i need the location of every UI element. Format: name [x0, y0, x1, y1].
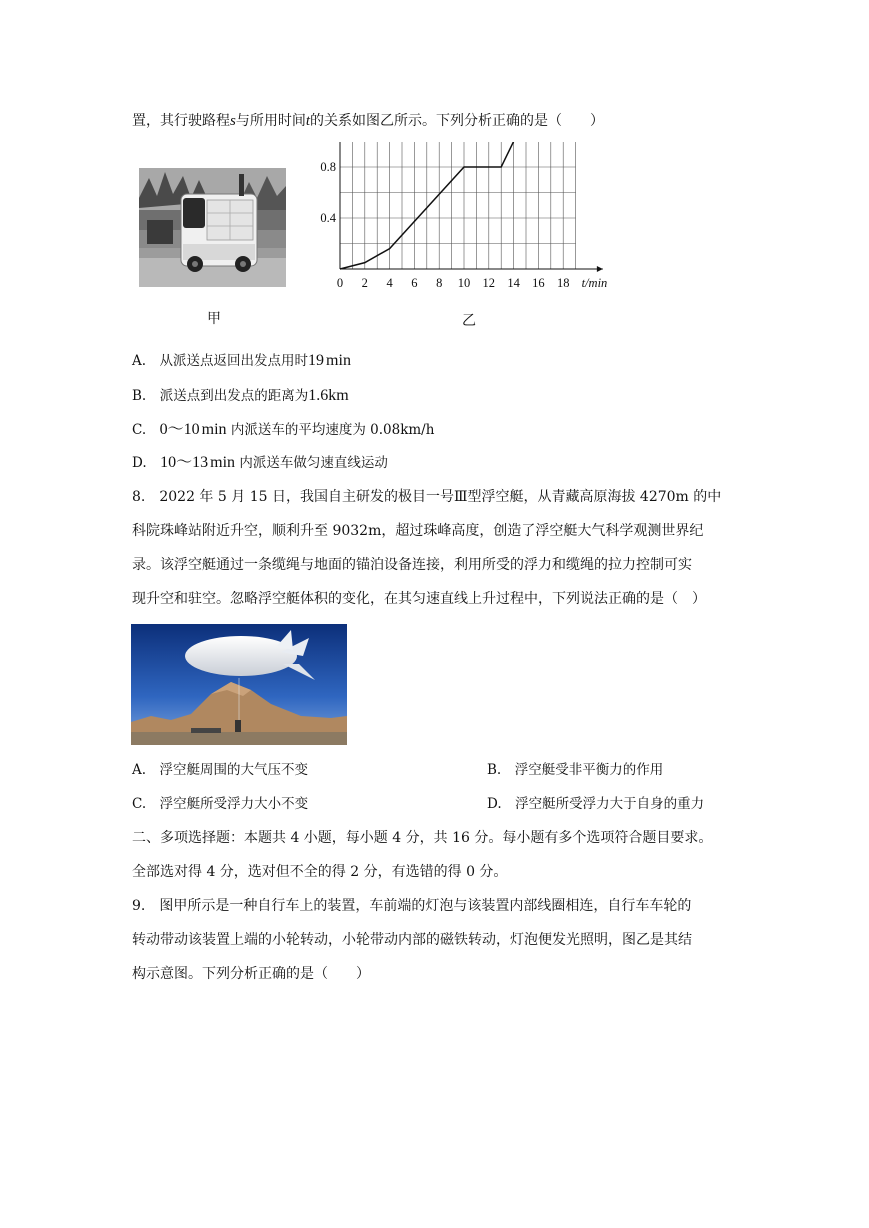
- delivery-vehicle-photo: [139, 168, 286, 287]
- q8-line-2: 科院珠峰站附近升空，顺利升至 9032m，超过珠峰高度，创造了浮空艇大气科学观测世界纪: [132, 523, 704, 539]
- x-tick-label: 14: [507, 276, 520, 290]
- q7-option-c-value: 0～10: [159, 421, 200, 438]
- q7-stem-c: 的关系如图乙所示。下列分析正确的是（ ）: [310, 113, 605, 129]
- q7-stem-b: 与所用时间: [235, 113, 306, 129]
- x-tick-label: 8: [436, 276, 443, 290]
- section-2-heading: 二、多项选择题：本题共 4 小题，每小题 4 分，共 16 分。每小题有多个选项符合题目要求。: [132, 830, 713, 846]
- x-tick-label: 10: [457, 276, 471, 290]
- x-tick-label: 12: [482, 276, 496, 290]
- section-2-scoring: 全部选对得 4 分，选对但不全的得 2 分，有选错的得 0 分。: [132, 864, 508, 880]
- q7-option-b[interactable]: [132, 386, 349, 406]
- x-axis-arrow: [597, 266, 603, 272]
- airship-image: [131, 624, 347, 745]
- x-tick-label: 6: [411, 276, 418, 290]
- q9-line-2: 转动带动该装置上端的小轮转动，小轮带动内部的磁铁转动，灯泡便发光照明，图乙是其结: [132, 932, 692, 948]
- airship-photo: [131, 624, 347, 745]
- q7-option-a[interactable]: [132, 351, 351, 371]
- q7-option-c-unit: min: [201, 421, 227, 438]
- y-tick-label: 0.4: [320, 211, 336, 225]
- x-axis-label: t/min: [581, 276, 608, 290]
- x-tick-label: 2: [361, 276, 368, 290]
- x-tick-label: 16: [532, 276, 545, 290]
- figure-label-jia: 甲: [207, 311, 221, 327]
- q7-option-c[interactable]: [132, 420, 434, 440]
- x-tick-label: 4: [386, 276, 393, 290]
- x-tick-label: 0: [336, 276, 344, 290]
- q7-option-a-text: A. 从派送点返回出发点用时: [132, 353, 309, 369]
- distance-time-chart: [320, 142, 620, 292]
- q9-line-1: 9. 图甲所示是一种自行车上的装置，车前端的灯泡与该装置内部线圈相连，自行车车轮的: [132, 898, 692, 914]
- q7-option-d-text: 内派送车做匀速直线运动: [235, 455, 388, 471]
- q7-option-a-unit: min: [326, 352, 351, 369]
- q8-line-4: 现升空和驻空。忽略浮空艇体积的变化，在其匀速直线上升过程中，下列说法正确的是（ ）: [132, 591, 706, 607]
- q7-option-b-unit: km: [328, 387, 349, 404]
- delivery-vehicle-image: [139, 168, 286, 287]
- q7-option-d-label: D.: [132, 455, 161, 471]
- y-tick-label: 0.8: [320, 160, 336, 174]
- q8-option-c[interactable]: C. 浮空艇所受浮力大小不变: [132, 796, 309, 812]
- q7-option-c-label: C.: [132, 422, 160, 438]
- distance-line: [340, 142, 576, 269]
- q8-option-d[interactable]: D. 浮空艇所受浮力大于自身的重力: [487, 796, 705, 812]
- q7-stem: [132, 111, 604, 131]
- q7-option-a-value: 19: [308, 352, 325, 369]
- q7-option-b-text: B. 派送点到出发点的距离为: [132, 388, 309, 404]
- q9-line-3: 构示意图。下列分析正确的是（ ）: [132, 966, 370, 982]
- q8-option-b[interactable]: B. 浮空艇受非平衡力的作用: [487, 762, 664, 778]
- figure-label-yi: 乙: [462, 313, 476, 329]
- q8-line-1: 8. 2022 年 5 月 15 日，我国自主研发的极目一号Ⅲ型浮空艇，从青藏高原海拔 4270m 的中: [132, 489, 722, 505]
- q7-option-d-value: 10～13: [160, 454, 209, 471]
- q7-stem-a: 置，其行驶路程: [132, 113, 230, 129]
- x-tick-label: 18: [556, 276, 570, 290]
- q8-line-3: 录。该浮空艇通过一条缆绳与地面的锚泊设备连接，利用所受的浮力和缆绳的拉力控制可实: [132, 557, 692, 573]
- q7-option-c-text: 内派送车的平均速度为 0.08km/h: [226, 422, 435, 438]
- q7-option-b-value: 1.6: [308, 387, 329, 404]
- var-s: s: [230, 113, 236, 129]
- q8-option-a[interactable]: A. 浮空艇周围的大气压不变: [132, 762, 309, 778]
- q7-option-d[interactable]: [132, 453, 388, 473]
- var-t: t: [305, 113, 311, 129]
- q7-option-d-unit: min: [210, 454, 236, 471]
